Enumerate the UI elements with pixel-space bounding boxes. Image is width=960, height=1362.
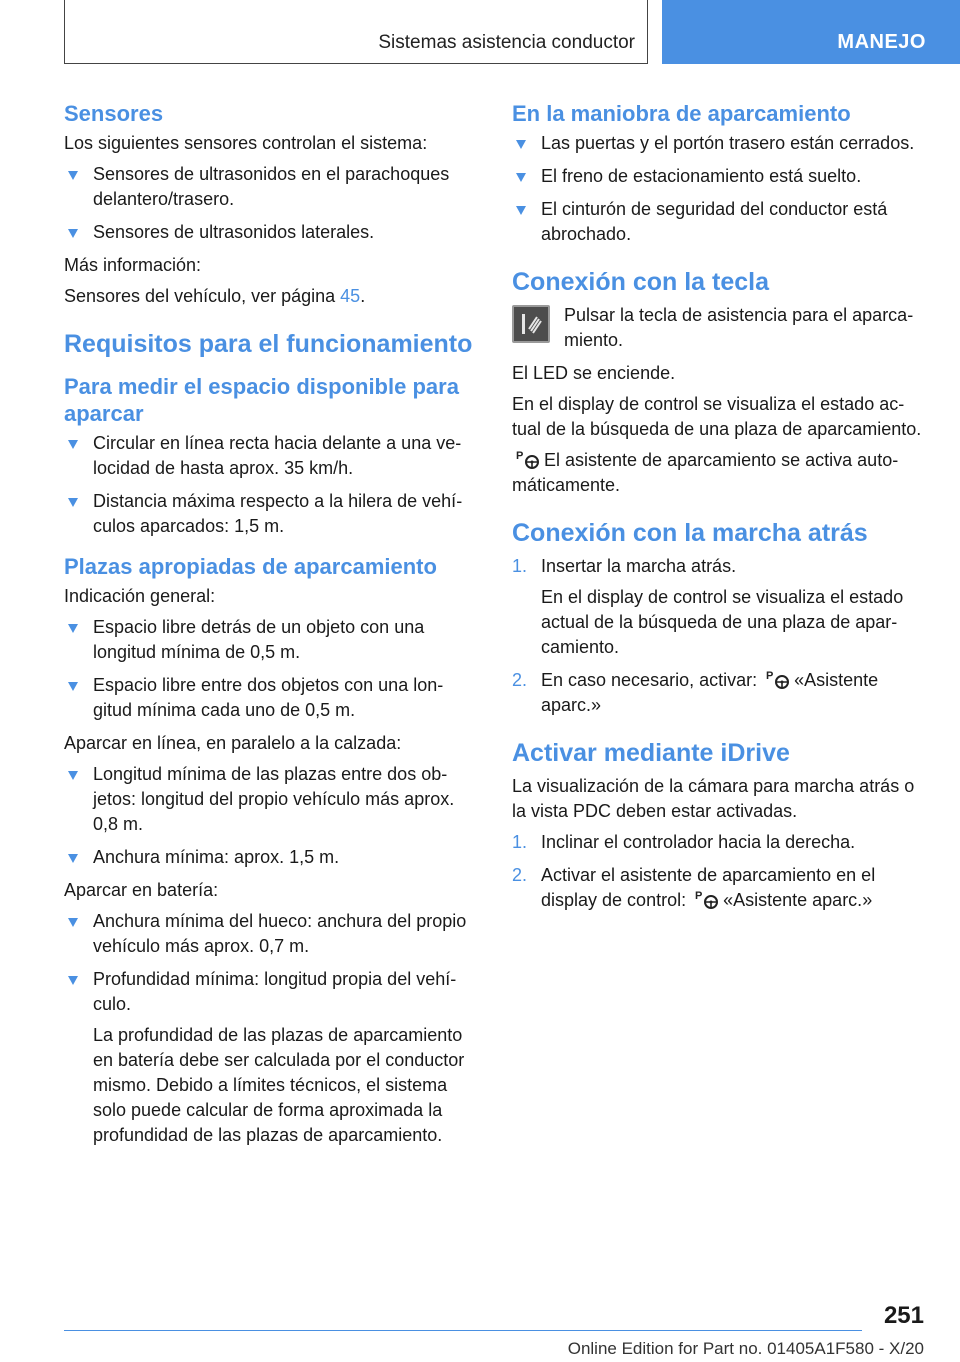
text-ver-pagina: Sensores del vehículo, ver página 45. [64,286,366,306]
page-number: 251 [883,1302,924,1329]
list-item: 1. Inclinar el controlador hacia la derecha. [512,832,856,852]
bullet-triangle-icon [68,229,78,238]
text-led: El LED se enciende. [512,363,676,383]
bullet-triangle-icon [516,206,526,215]
heading-plazas: Plazas apropiadas de aparcamiento [64,554,437,579]
text-sensores: Los siguientes sensores controlan el sistema: [64,133,428,153]
heading-sensores: Sensores [64,101,164,126]
list-item: Profundidad mínima: longitud propia del vehículo. La profundidad de las plazas de aparcamiento en batería debe ser calculada por el conductor mismo. Debido a límites técnicos, el sistema solo puede calcular de forma aproximada la profundidad de las plazas de aparcamiento. [64,967,476,1148]
parking-assist-icon [766,668,790,690]
list-item: Espacio libre detrás de un objeto con una longitud mínima de 0,5 m. [64,615,476,665]
list-item: 2. Activar el asistente de aparcamiento en el display de control: P «Asistente aparc.» [512,865,876,910]
heading-tecla: Conexión con la tecla [512,268,770,296]
text-mas-info: Más información: [64,255,202,275]
chapter-tab[interactable] [662,0,960,64]
list-item: Las puertas y el portón trasero están cerrados. [512,131,926,156]
parking-assist-icon [516,448,540,470]
bullet-triangle-icon [68,624,78,633]
text-bateria-note: La profundidad de las plazas de aparcamiento en batería debe ser calculada por el conductor mismo. Debido a límites técnicos, el sistema solo puede calcular de forma aproximada la profundidad de las plazas de aparcamiento. [93,1025,465,1145]
section-title: Sistemas asistencia conductor [378,32,635,53]
list-item: Longitud mínima de las plazas entre dos objetos: longitud del propio vehículo más aprox. 0,8 m. [64,762,476,837]
bullet-triangle-icon [516,140,526,149]
bullet-triangle-icon [68,682,78,691]
footer-divider [64,1330,862,1331]
chapter-tab-label: MANEJO [837,31,926,53]
bullet-triangle-icon [68,976,78,985]
svg-text:P: P [695,890,703,902]
list-item: 2. En caso necesario, activar: P «Asistente aparc.» [512,670,879,715]
bullet-triangle-icon [68,440,78,449]
parking-assist-icon [695,888,719,910]
heading-medir: Para medir el espacio disponible para aparcar [64,374,459,426]
svg-text:P: P [766,670,774,682]
text-indicacion: Indicación general: [64,586,216,606]
text-display: En el display de control se visualiza el estado actual de la búsqueda de una plaza de aparcamiento. [512,394,922,439]
text-bateria: Aparcar en batería: [64,880,219,900]
list-item: Circular en línea recta hacia delante a una velocidad de hasta aprox. 35 km/h. [64,431,476,481]
bullet-triangle-icon [516,173,526,182]
list-item: Espacio libre entre dos objetos con una longitud mínima cada uno de 0,5 m. [64,673,476,723]
list-item: Sensores de ultrasonidos en el parachoques delantero/trasero. [64,162,476,212]
key-instruction [512,303,926,353]
left-column [64,100,476,1156]
header-box [64,0,648,64]
text-idrive: La visualización de la cámara para marcha atrás o la vista PDC deben estar activadas. [512,776,915,821]
heading-requisitos: Requisitos para el funcionamiento [64,330,473,358]
parking-assist-key-icon [512,305,550,343]
bullet-triangle-icon [68,171,78,180]
bullet-triangle-icon [68,771,78,780]
bullet-triangle-icon [68,854,78,863]
heading-idrive: Activar mediante iDrive [512,739,790,767]
list-item: Sensores de ultrasonidos laterales. [64,220,476,245]
list-item: Anchura mínima: aprox. 1,5 m. [64,845,476,870]
list-item: El freno de estacionamiento está suelto. [512,164,926,189]
heading-marcha: Conexión con la marcha atrás [512,519,868,547]
heading-maniobra: En la maniobra de aparcamiento [512,101,851,126]
text-tecla: Pulsar la tecla de asistencia para el aparcamiento. [564,305,914,350]
list-item: 1. Insertar la marcha atrás. En el display de control se visualiza el estado actual de la búsqueda de una plaza de aparcamiento. [512,554,926,660]
list-item: Distancia máxima respecto a la hilera de vehículos aparcados: 1,5 m. [64,489,476,539]
bullet-triangle-icon [68,918,78,927]
svg-text:P: P [516,450,524,462]
text-auto: P El asistente de aparcamiento se activa automáticamente. [512,450,899,495]
list-item: El cinturón de seguridad del conductor está abrochado. [512,197,926,247]
text-linea: Aparcar en línea, en paralelo a la calzada: [64,733,402,753]
right-column [512,100,926,921]
list-item: Anchura mínima del hueco: anchura del propio vehículo más aprox. 0,7 m. [64,909,476,959]
text-marcha-sub: En el display de control se visualiza el estado actual de la búsqueda de una plaza de aparcamiento. [541,587,904,657]
page-link[interactable]: 45 [340,286,361,306]
footer-edition: Online Edition for Part no. 01405A1F580 - X/20 [567,1339,924,1358]
bullet-triangle-icon [68,498,78,507]
